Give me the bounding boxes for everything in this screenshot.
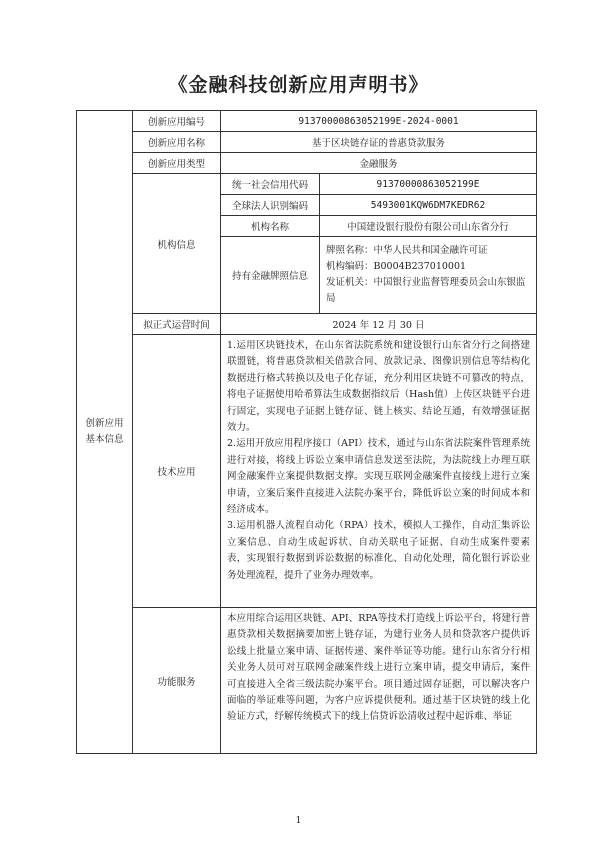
tech-label: 技术应用 [133,335,221,608]
credit-code-value: 91370000863052199E [320,174,537,195]
launch-label: 拟正式运营时间 [133,314,221,335]
tech-content [221,335,537,608]
app-type-label: 创新应用类型 [133,153,221,174]
document-title: 《金融科技创新应用声明书》 [168,74,429,96]
org-name-value: 中国建设银行股份有限公司山东省分行 [320,216,537,237]
table-row [77,314,537,335]
table-row [77,608,537,754]
table-row [77,335,537,608]
app-type-value: 金融服务 [221,153,537,174]
license-issuer: 发证机关：中国银行业监督管理委员会山东银监局 [326,277,526,304]
lei-label: 全球法人识别编码 [221,195,320,216]
license-label: 持有金融牌照信息 [221,237,320,314]
tech-paragraph-3: 3.运用机器人流程自动化（RPA）技术，模拟人工操作，自动汇集诉讼立案信息、自动生成起诉状、自动关联电子证据、自动生成案件要素表，实现银行数据到诉讼数据的标准化、自动化处理，简化银行诉讼业务处理流程，提升了业务办理效率。 [227,520,530,581]
tech-paragraph-1: 1.运用区块链技术，在山东省法院系统和建设银行山东省分行之间搭建联盟链，将普惠贷款相关借款合同、放款记录、图像识别信息等结构化数据进行格式转换以及电子化存证，充分利用区块链不可篡改的特点，将电子证据使用哈希算法生成数据指纹后（Hash值）上传区块链平台进行固定，实现电子证据上链存证、链上核实、结论互通，有效增强证据效力。 [227,340,530,434]
credit-code-label: 统一社会信用代码 [221,174,320,195]
license-info [320,237,537,314]
app-name-value: 基于区块链存证的普惠贷款服务 [221,132,537,153]
page-number: 1 [295,816,302,826]
table-row [77,111,537,132]
declaration-table [76,110,537,754]
lei-value: 5493001KQW6DM7KEDR62 [320,195,537,216]
app-no-value: 91370000863052199E-2024-0001 [221,111,537,132]
table-row [77,174,537,195]
license-code: 机构编码：B0004B237010001 [326,261,467,272]
table-row [77,132,537,153]
app-name-label: 创新应用名称 [133,132,221,153]
service-label: 功能服务 [133,608,221,754]
org-info-label: 机构信息 [133,174,221,314]
table-row [77,153,537,174]
basic-info-label: 创新应用基本信息 [77,111,133,754]
service-content: 本应用综合运用区块链、API、RPA等技术打造线上诉讼平台，将建行普惠贷款相关数据摘要加密上链存证，为建行业务人员和贷款客户提供诉讼线上批量立案申请、证据传递、案件举证等功能。建行山东省分行相关业务人员可对互联网金融案件线上进行立案申请，提交申请后，案件可直接进入全省三级法院办案平台。项目通过固存证据，可以解决客户面临的举证难等问题，为客户应诉提供便利。通过基于区块链的线上化验证方式，纾解传统模式下的线上信贷诉讼清收过程中起诉难、举证 [221,608,537,754]
launch-value: 2024 年 12 月 30 日 [221,314,537,335]
org-name-label: 机构名称 [221,216,320,237]
tech-paragraph-2: 2.运用开放应用程序接口（API）技术，通过与山东省法院案件管理系统进行对接，将线上诉讼立案申请信息发送至法院，为法院线上办理互联网金融案件立案提供数据支撑。实现互联网金融案件直接线上进行立案申请，立案后案件直接进入法院办案平台，降低诉讼立案的时间成本和经济成本。 [227,438,530,516]
app-no-label: 创新应用编号 [133,111,221,132]
license-name: 牌照名称：中华人民共和国金融许可证 [326,245,488,256]
